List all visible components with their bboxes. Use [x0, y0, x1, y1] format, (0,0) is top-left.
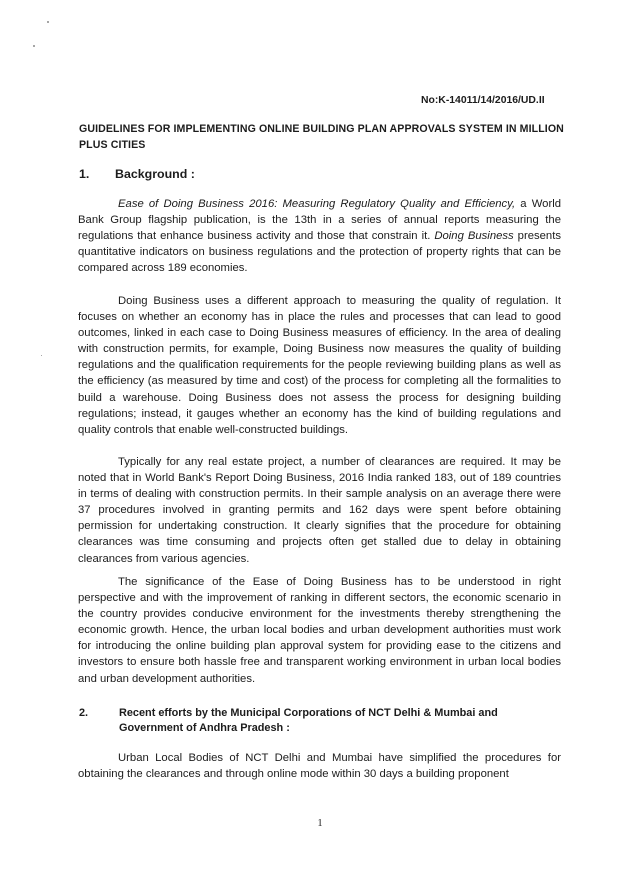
section-2-title: Recent efforts by the Municipal Corporations of NCT Delhi & Mumbai and Government of Andhra Pradesh : — [119, 707, 498, 734]
paragraph-recent-efforts — [78, 750, 561, 782]
document-title: GUIDELINES FOR IMPLEMENTING ONLINE BUILDING PLAN APPROVALS SYSTEM IN MILLION PLUS CITIES — [79, 123, 564, 151]
section-1-heading — [79, 167, 379, 181]
section-1-title: Background : — [115, 167, 195, 181]
publication-name: Doing Business — [434, 230, 514, 243]
scan-speck — [41, 355, 42, 356]
scan-speck — [47, 21, 49, 23]
section-1-number: 1. — [79, 167, 90, 181]
paragraph-text: Typically for any real estate project, a number of clearances are required. It may be noted that in World Bank's Report Doing Business, 2016 India ranked 183, out of 189 countries in terms of dealing with construction permits. In their sample analysis on an average there were 37 procedures involved in granting permits and 162 days were spent before obtaining permission for undertaking construction. It clearly signifies that the procedure for obtaining clearances was time consuming and projects often get stalled due to delay in obtaining clearances from various agencies. — [78, 456, 561, 565]
paragraph-text: presents quantitative indicators on business regulations and the protection of property rights that can be compared across 189 economies. — [78, 230, 561, 275]
paragraph-text: Doing Business uses a different approach to measuring the quality of regulation. It focuses on whether an economy has in place the rules and processes that can lead to good outcomes, linked in each case to Doing Business measures of efficiency. In the area of dealing with construction permits, for example, Doing Business now measures the quality of building regulations and the qualification requirements for the people reviewing building plans as well as the efficiency (as measured by time and cost) of the process for completing all the formalities to build a warehouse. Doing Business does not assess the process for designing building regulations; instead, it gauges whether an economy has the kind of building regulations and quality controls that enable well-constructed buildings. — [78, 295, 561, 436]
paragraph-background-4 — [78, 574, 561, 687]
reference-number: No:K-14011/14/2016/UD.II — [421, 95, 545, 106]
section-2-heading — [79, 706, 564, 735]
paragraph-background-3 — [78, 454, 561, 567]
section-2-number: 2. — [79, 707, 89, 719]
paragraph-text: a World Bank Group flagship publication, is the 13th in a series of annual reports measuring the regulations that enhance business activity and those that constrain it. — [78, 198, 561, 243]
paragraph-background-2 — [78, 293, 561, 438]
paragraph-text: The significance of the Ease of Doing Business has to be understood in right perspective and with the improvement of ranking in different sectors, the economic scenario in the country provides conducive environment for the investments thereby strengthening the economic growth. Hence, the urban local bodies and urban development authorities must work for introducing the online building plan approval system for providing ease to the citizens and investors to ensure both hassle free and transparent working environment in urban local bodies and urban development authorities. — [78, 576, 561, 685]
publication-title: Ease of Doing Business 2016: Measuring Regulatory Quality and Efficiency, — [118, 198, 516, 210]
page-number: 1 — [317, 818, 323, 829]
scan-speck — [33, 45, 35, 47]
paragraph-text: Urban Local Bodies of NCT Delhi and Mumbai have simplified the procedures for obtaining the clearances and through online mode within 30 days a building proponent — [78, 752, 561, 781]
paragraph-background-1 — [78, 196, 561, 276]
